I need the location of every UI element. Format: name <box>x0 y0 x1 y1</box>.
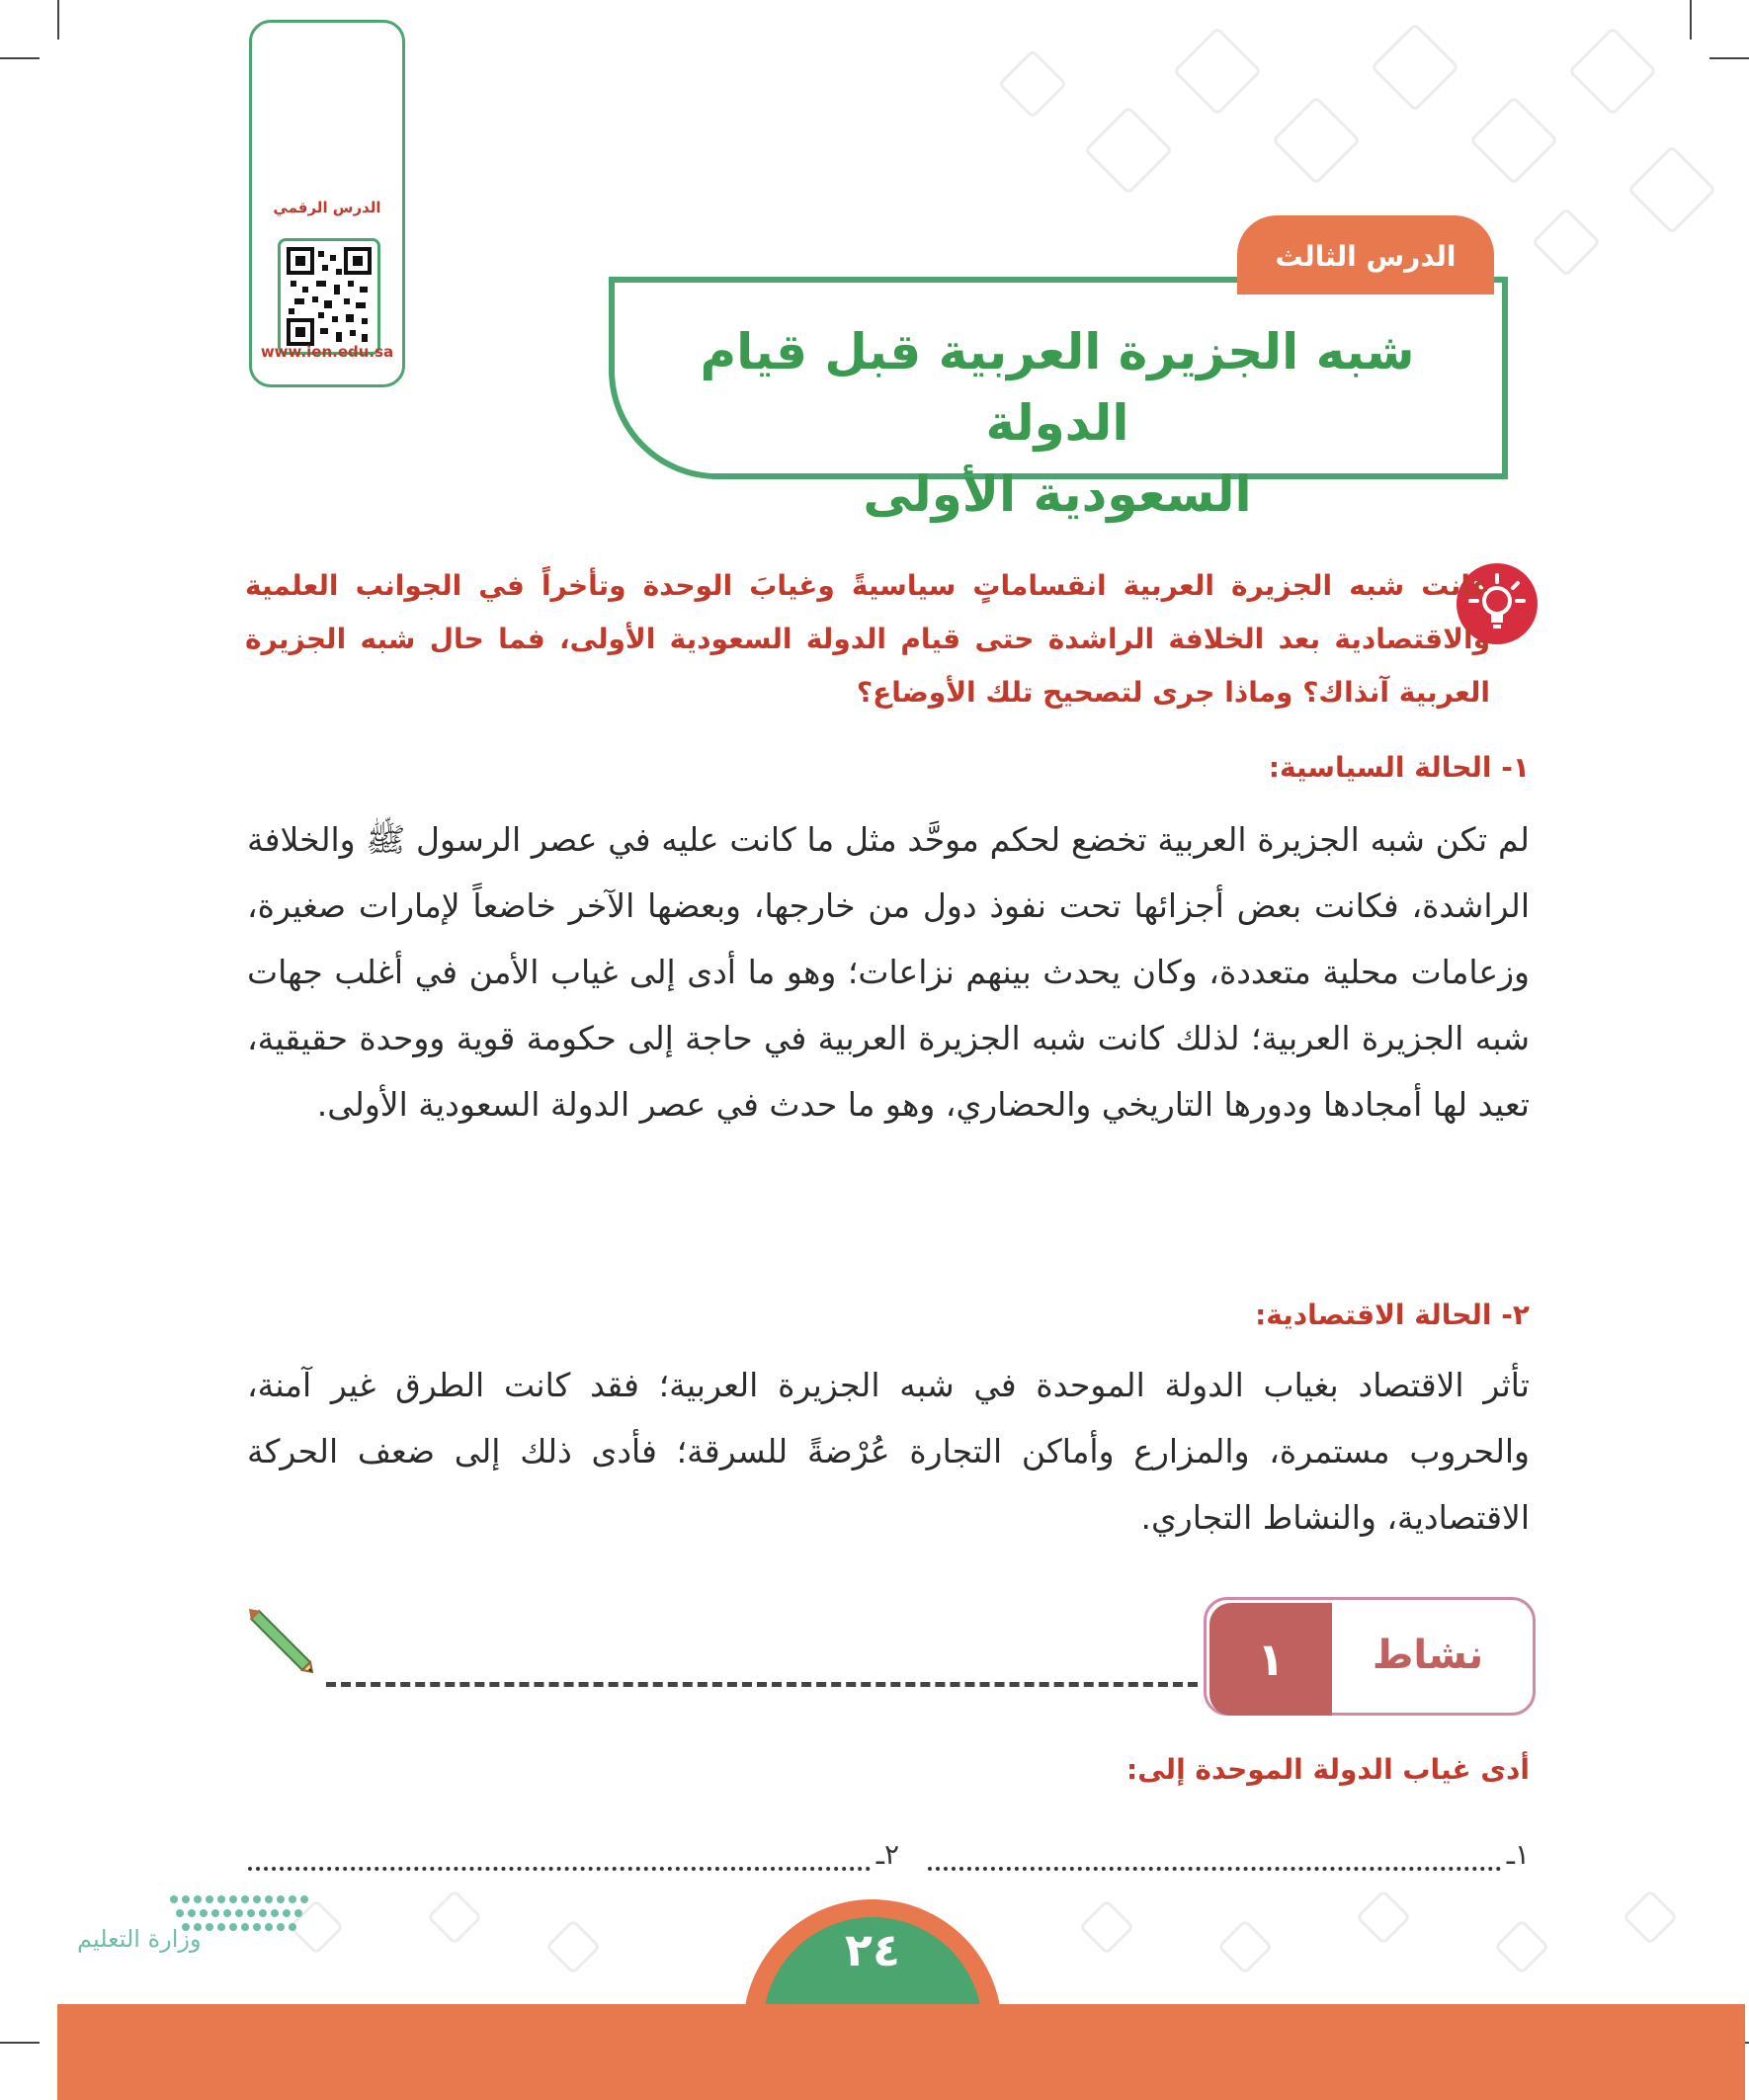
decoration <box>1623 1890 1679 1946</box>
crop-mark <box>1709 57 1749 59</box>
qr-code-icon[interactable] <box>278 238 380 355</box>
page-number: ٢٤ <box>844 1923 901 1976</box>
decoration <box>1371 23 1460 113</box>
decoration <box>1469 96 1559 186</box>
section-heading-economic: ٢- الحالة الاقتصادية: <box>1255 1299 1530 1331</box>
answer-2-field[interactable] <box>248 1847 871 1871</box>
decoration <box>1084 106 1174 196</box>
decoration <box>1532 208 1602 278</box>
crop-mark <box>57 0 59 40</box>
website-url[interactable]: www.ien.edu.sa <box>260 343 394 361</box>
crop-mark <box>0 2042 40 2044</box>
decoration <box>1494 1919 1550 1975</box>
digital-lesson-label: الدرس الرقمي <box>273 199 381 216</box>
section-body-political: لم تكن شبه الجزيرة العربية تخضع لحكم موحَّد مثل ما كانت عليه في عصر الرسول ﷺ والخلافة الراشدة، فكانت بعض أجزائها تحت نفوذ دول من خارجها، وبعضها الآخر خاضعاً لإمارات صغيرة، وزعامات محلية متعددة، وكان يحدث بينهم نزاعات؛ وهو ما أدى إلى غياب الأمن في أغلب جهات شبه الجزيرة العربية؛ لذلك كانت شبه الجزيرة العربية في حاجة إلى حكومة قوية ووحدة حقيقية، تعيد لها أمجادها ودورها التاريخي والحضاري، وهو ما حدث في عصر الدولة السعودية الأولى. <box>247 820 1530 1124</box>
activity-number: ١ <box>1209 1603 1332 1716</box>
decoration <box>1272 96 1362 186</box>
decoration <box>1217 1919 1274 1975</box>
crop-mark <box>0 57 40 59</box>
activity-divider <box>326 1682 1198 1687</box>
lesson-title-line2: السعودية الأولى <box>863 465 1252 523</box>
section-heading-political: ١- الحالة السياسية: <box>1268 751 1530 784</box>
decoration <box>1173 27 1263 117</box>
footer-bar <box>57 2004 1745 2100</box>
activity-question: أدى غياب الدولة الموحدة إلى: <box>1126 1753 1530 1786</box>
activity-label: نشاط <box>1372 1633 1484 1678</box>
decoration <box>427 1890 483 1946</box>
lesson-title <box>652 316 1462 530</box>
decoration <box>545 1919 602 1975</box>
answer-row-2[interactable] <box>248 1838 899 1871</box>
answer-1-label: ١ـ <box>1506 1838 1530 1871</box>
digital-lesson-panel[interactable] <box>249 20 405 387</box>
pencil-icon <box>245 1607 314 1680</box>
lesson-title-box <box>609 277 1508 523</box>
section-body-economic: تأثر الاقتصاد بغياب الدولة الموحدة في شبه الجزيرة العربية؛ فقد كانت الطرق غير آمنة، والحروب مستمرة، والمزارع وأماكن التجارة عُرْضةً للسرقة؛ فأدى ذلك إلى ضعف الحركة الاقتصادية، والنشاط التجاري. <box>247 1366 1530 1537</box>
answer-1-field[interactable] <box>928 1847 1501 1871</box>
intro-question: عانت شبه الجزيرة العربية انقساماتٍ سياسيةً وغيابَ الوحدة وتأخراً في الجوانب العلمية والاقتصادية بعد الخلافة الراشدة حتى قيام الدولة السعودية الأولى، فما حال شبه الجزيرة العربية آنذاك؟ وماذا جرى لتصحيح تلك الأوضاع؟ <box>245 569 1490 709</box>
decoration <box>1627 145 1717 235</box>
crop-mark <box>1690 0 1692 40</box>
ministry-name: وزارة التعليم <box>77 1925 202 1953</box>
lesson-tab: الدرس الثالث <box>1237 215 1494 294</box>
decoration <box>998 49 1068 120</box>
decoration <box>1079 1899 1135 1956</box>
lesson-title-line1: شبه الجزيرة العربية قبل قيام الدولة <box>700 323 1415 452</box>
answer-row-1[interactable] <box>928 1838 1530 1871</box>
decoration <box>1568 27 1658 117</box>
decoration <box>1356 1890 1412 1946</box>
answer-2-label: ٢ـ <box>875 1838 899 1871</box>
